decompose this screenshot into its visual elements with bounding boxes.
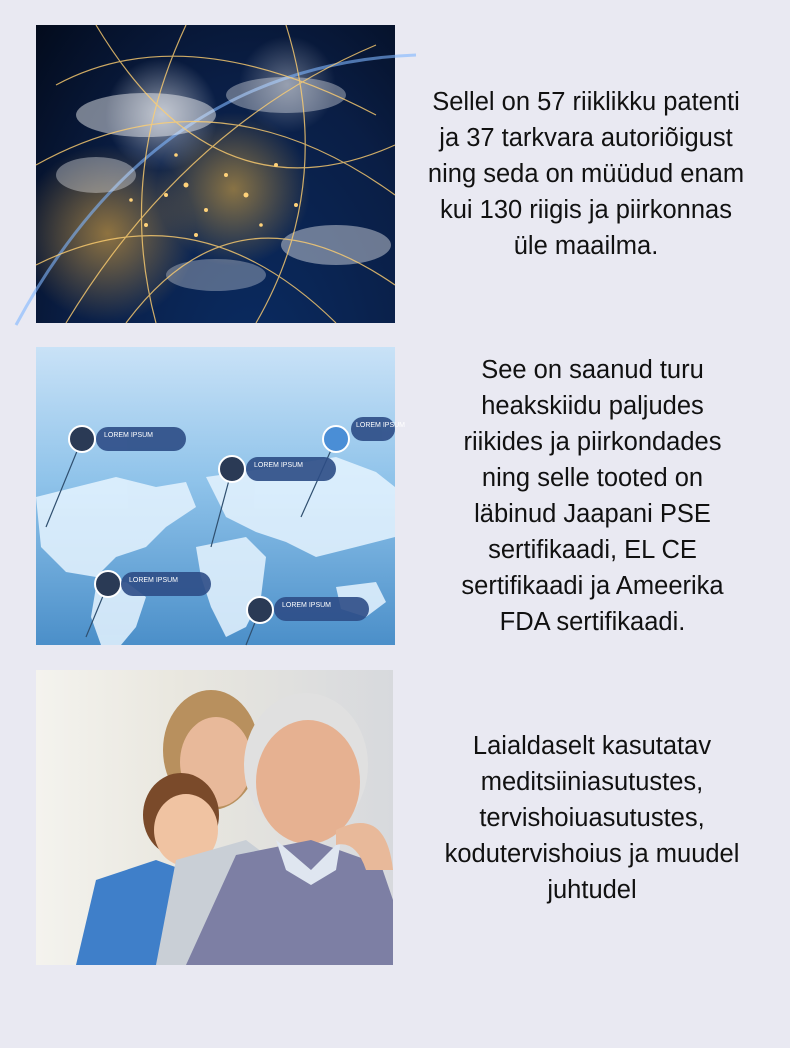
map-label-2: LOREM IPSUM	[254, 462, 304, 469]
feature-row-1	[0, 0, 790, 340]
globe-network-image	[36, 25, 395, 323]
map-label-1: LOREM IPSUM	[104, 432, 154, 439]
world-map-infographic-image	[36, 347, 406, 645]
feature-row-2	[0, 340, 790, 660]
feature-text-3: Laialdaselt kasutatav meditsiiniasutustes, tervishoiuasutustes, kodutervishoius ja muudel juhtudel	[444, 731, 740, 904]
feature-row-3	[0, 660, 790, 1000]
feature-text-2: See on saanud turu heakskiidu paljudes riikides ja piirkondades ning selle tooted on läbinud Jaapani PSE sertifikaadi, EL CE sertifikaadi ja Ameerika FDA sertifikaadi.	[461, 356, 724, 636]
map-label-5: LOREM IPSUM	[282, 602, 332, 609]
feature-text-1: Sellel on 57 riiklikku patenti ja 37 tarkvara autoriõigust ning seda on müüdud enam kui 130 riigis ja piirkonnas üle maailma.	[427, 88, 745, 260]
family-photo-image	[36, 670, 393, 965]
map-label-4: LOREM IPSUM	[129, 577, 179, 584]
map-label-3: LOREM IPSUM	[356, 422, 406, 429]
